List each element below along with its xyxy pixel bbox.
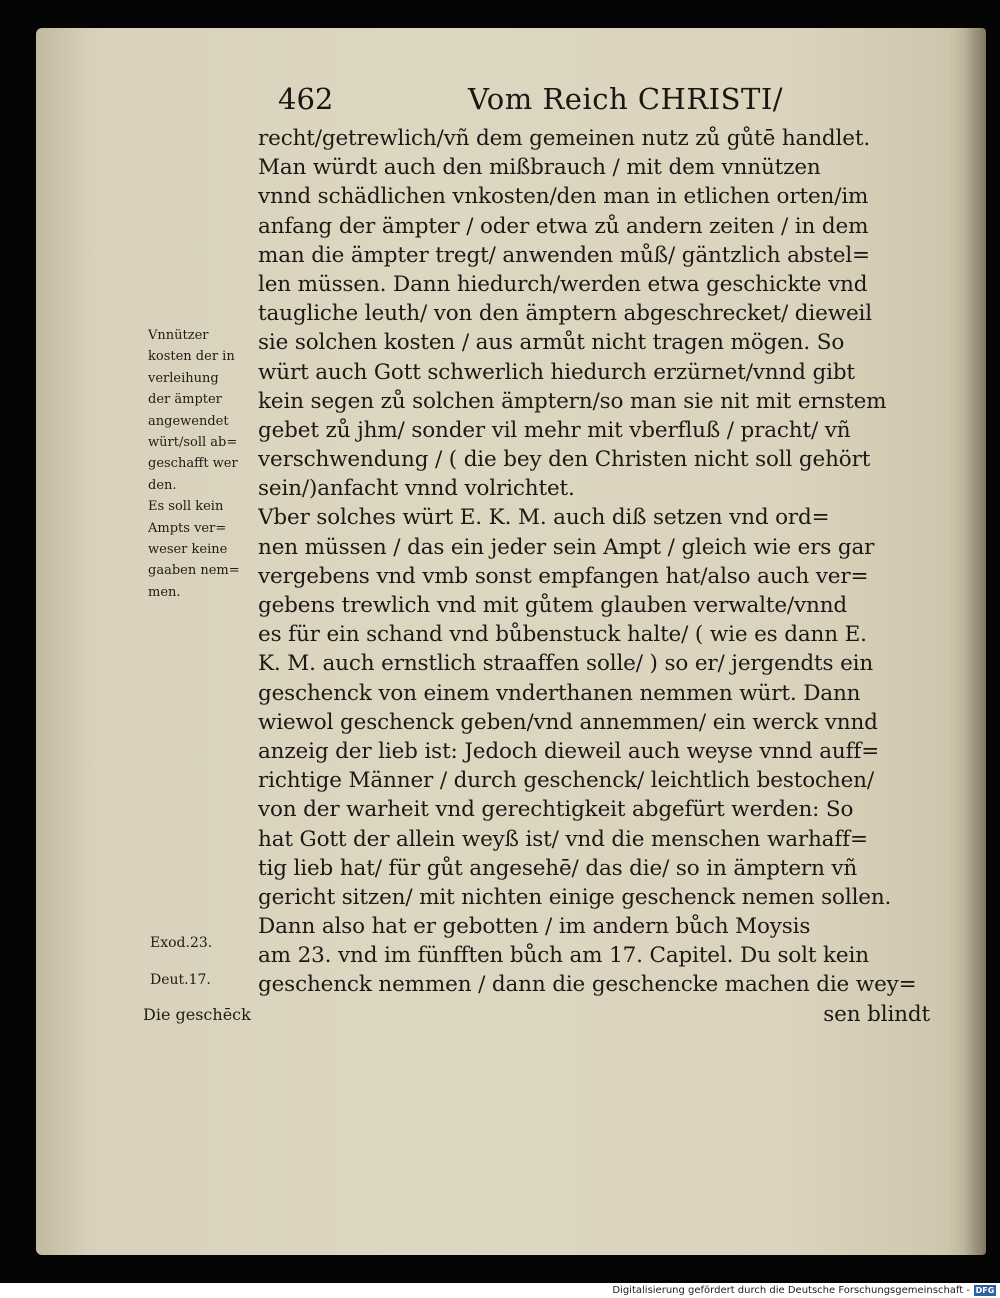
- running-title: Vom Reich CHRISTI/: [468, 82, 784, 116]
- margin-note-line: angewendet: [148, 413, 229, 429]
- margin-note-line: geschafft wer: [148, 456, 238, 472]
- margin-note-line: kosten der in: [148, 349, 235, 365]
- margin-note-line: Ampts ver=: [148, 520, 227, 536]
- margin-notes: [148, 325, 266, 603]
- page-header: [278, 82, 918, 122]
- text-line: geschenck von einem vnderthanen nemmen würt. Dann: [258, 680, 861, 706]
- text-line: geschenck nemmen / dann die geschencke machen die wey=: [258, 972, 917, 998]
- text-line: gebet zů jhm/ sonder vil mehr mit vberfluß / pracht/ vñ: [258, 417, 851, 443]
- margin-note-line: verleihung: [148, 370, 219, 386]
- margin-note-line: den.: [148, 477, 177, 493]
- text-line: man die ämpter tregt/ anwenden můß/ gäntzlich abstel=: [258, 242, 870, 268]
- digitization-footer: [0, 1283, 1000, 1298]
- text-line: Dann also hat er gebotten / im andern bůch Moysis: [258, 914, 811, 940]
- text-line: verschwendung / ( die bey den Christen nicht soll gehört: [258, 447, 871, 473]
- text-line: gebens trewlich vnd mit gůtem glauben verwalte/vnnd: [258, 593, 848, 618]
- text-line: würt auch Gott schwerlich hiedurch erzürnet/vnnd gibt: [258, 359, 855, 385]
- margin-note-line: gaaben nem=: [148, 563, 240, 579]
- text-line: len müssen. Dann hiedurch/werden etwa geschickte vnd: [258, 271, 868, 297]
- text-line: anfang der ämpter / oder etwa zů andern zeiten / in dem: [258, 213, 869, 239]
- text-line: sen blindt: [823, 1001, 930, 1027]
- text-line: sein/)anfacht vnnd volrichtet.: [258, 476, 575, 502]
- text-line: anzeig der lieb ist: Jedoch dieweil auch weyse vnnd auff=: [258, 738, 880, 764]
- text-line: K. M. auch ernstlich straaffen solle/ ) so er/ jergendts ein: [258, 651, 874, 677]
- text-line: tig lieb hat/ für gůt angesehē/ das die/ so in ämptern vñ: [258, 855, 858, 881]
- dfg-logo: DFG: [975, 1286, 995, 1295]
- page-gutter-shadow: [964, 28, 986, 1255]
- margin-note-line: der ämpter: [148, 392, 222, 408]
- text-line: hat Gott der allein weyß ist/ vnd die menschen warhaff=: [258, 826, 868, 852]
- text-line: taugliche leuth/ von den ämptern abgeschrecket/ dieweil: [258, 301, 873, 327]
- reference-deuteronomy: Deut.17.: [150, 972, 211, 988]
- reference-note: Die geschēck: [143, 1005, 251, 1024]
- main-text-block: [258, 124, 930, 1029]
- text-line: wiewol geschenck geben/vnd annemmen/ ein werck vnnd: [258, 709, 878, 735]
- text-line: von der warheit vnd gerechtigkeit abgefürt werden: So: [258, 797, 854, 823]
- page-number: 462: [278, 82, 334, 116]
- text-line: recht/getrewlich/vñ dem gemeinen nutz zů gůtē handlet.: [258, 126, 871, 151]
- margin-note-line: Es soll kein: [148, 499, 224, 515]
- margin-note-line: weser keine: [148, 542, 228, 558]
- text-line: kein segen zů solchen ämptern/so man sie nit mit ernstem: [258, 388, 887, 414]
- text-line: vnnd schädlichen vnkosten/den man in etlichen orten/im: [258, 184, 869, 210]
- text-line: es für ein schand vnd bůbenstuck halte/ ( wie es dann E.: [258, 622, 867, 648]
- text-line: richtige Männer / durch geschenck/ leichtlich bestochen/: [258, 768, 874, 794]
- margin-note-line: Vnnützer: [148, 328, 209, 343]
- text-line: am 23. vnd im fünfften bůch am 17. Capitel. Du solt kein: [258, 943, 869, 969]
- text-line: sie solchen kosten / aus armůt nicht tragen mögen. So: [258, 330, 845, 356]
- footer-credit: Digitalisierung gefördert durch die Deutsche Forschungsgemeinschaft -: [612, 1285, 970, 1296]
- margin-note-line: men.: [148, 584, 181, 600]
- text-line: nen müssen / das ein jeder sein Ampt / gleich wie ers gar: [258, 534, 875, 560]
- text-line: Man würdt auch den mißbrauch / mit dem vnnützen: [258, 155, 821, 181]
- reference-exodus: Exod.23.: [150, 935, 213, 951]
- text-line: vergebens vnd vmb sonst empfangen hat/also auch ver=: [258, 563, 869, 589]
- text-line: gericht sitzen/ mit nichten einige geschenck nemen sollen.: [258, 884, 892, 910]
- text-line: Vber solches würt E. K. M. auch diß setzen vnd ord=: [258, 505, 830, 531]
- margin-note-line: würt/soll ab=: [148, 435, 238, 451]
